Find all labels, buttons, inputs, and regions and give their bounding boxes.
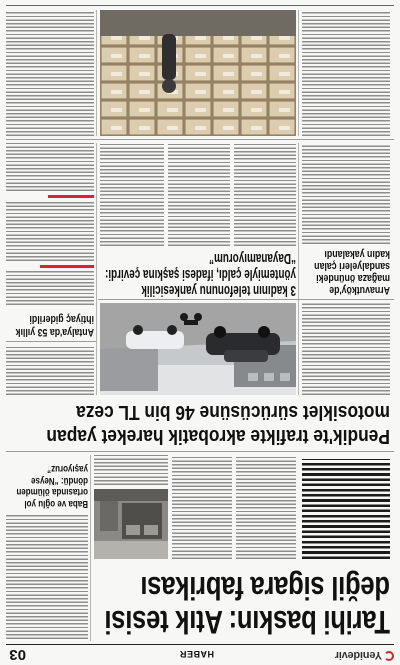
pickpocket-headline-line-1: 3 kadının telefonunu yankesicilik — [141, 282, 296, 299]
antalya-red-subhead — [48, 195, 94, 198]
side-story-headline: Baba ve oğlu yol ortasında ölümden döndü: “Neyse yaşıyoruz” — [16, 463, 88, 509]
main-story-body-column — [172, 455, 232, 559]
column-rule — [96, 143, 97, 395]
section-rule — [6, 341, 96, 342]
pendik-street-photo — [100, 303, 296, 395]
pickpocket-body-column — [234, 143, 296, 246]
pickpocket-body-column — [100, 143, 164, 246]
pickpocket-headline-line-3: “Dayanamıyorum” — [209, 250, 296, 267]
pickpocket-headline-line-2: yöntemiyle çaldı, ifadesi şaşkına çevirdi: — [105, 266, 296, 283]
bottom-body-column — [302, 10, 390, 136]
main-headline-line-2: değil sigara fabrikası — [140, 570, 390, 606]
factory-boxes-photo — [100, 10, 296, 136]
section-rule — [6, 139, 394, 140]
main-headline — [86, 571, 390, 639]
side-column-body — [6, 515, 88, 639]
pendik-body-column — [6, 345, 94, 395]
antalya-headline: Antalya'da 53 yıllık ihtiyaç giderildi — [15, 313, 94, 338]
pickpocket-headline — [98, 250, 296, 298]
column-rule — [298, 10, 299, 136]
section-rule — [98, 299, 394, 300]
column-rule — [298, 143, 299, 395]
bottom-body-column — [6, 10, 94, 136]
main-story-lead — [302, 459, 390, 559]
footer-rule — [6, 5, 394, 6]
logo-text: Yenidevir — [334, 649, 382, 661]
masthead-logo — [335, 647, 394, 661]
main-story-photo — [94, 489, 168, 559]
page-number: 03 — [9, 646, 26, 663]
section-label: HABER — [179, 649, 214, 659]
header-rule — [6, 644, 394, 645]
section-rule — [6, 451, 394, 452]
antalya-body — [6, 201, 94, 261]
pendik-headline-line-1: Pendik'te trafikte akrobatik hareket yapan — [46, 425, 390, 447]
pickpocket-body-column — [168, 143, 230, 246]
antalya-body — [6, 271, 94, 305]
pendik-body-column — [302, 303, 390, 395]
main-story-body-column — [94, 455, 168, 485]
main-headline-line-1: Tarihi baskın: Atık tesisi — [104, 604, 390, 640]
antalya-red-subhead — [40, 265, 94, 268]
antalya-body — [6, 143, 94, 191]
column-rule — [90, 455, 91, 641]
main-story-body-column — [236, 455, 296, 559]
pendik-headline-line-2: motosiklet sürücüsüne 46 bin TL ceza — [76, 401, 390, 423]
arnavutkoy-headline: Arnavutköy'de mağaza önündeki sandalyeleri çalan kadın yakalandı — [314, 248, 390, 296]
logo-swirl-icon — [384, 651, 394, 661]
arnavutkoy-body — [302, 143, 390, 244]
pendik-headline — [42, 400, 390, 448]
column-rule — [96, 10, 97, 136]
